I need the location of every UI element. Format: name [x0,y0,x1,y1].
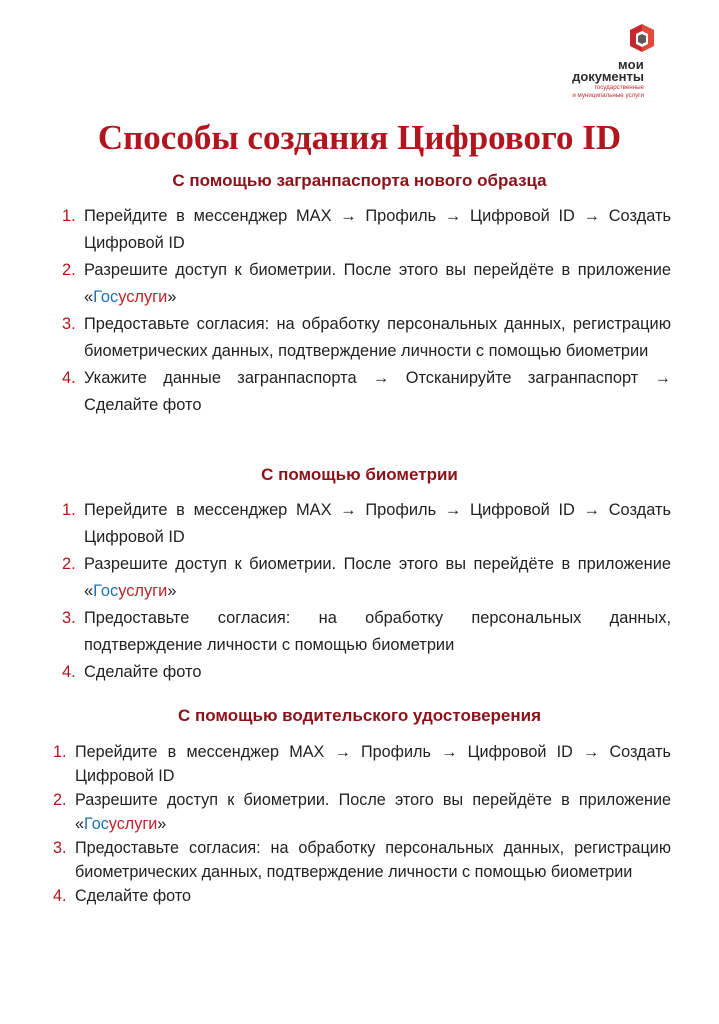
list-item: 3. Предоставьте согласия: на обработку персональных данных, регистрацию биометрических данных, подтверждение личности с помощью биометрии [53,839,671,881]
gosuslugi-brand-gos: Гос [84,815,109,833]
gosuslugi-brand-uslugi: услуги [108,815,158,833]
section-heading-biometrics: С помощью биометрии [261,465,458,484]
gosuslugi-brand-uslugi: услуги [118,288,168,306]
list-item: 4. Укажите данные загранпаспорта → Отсканируйте загранпаспорт → Сделайте фото [62,369,671,414]
list-item: 2. Разрешите доступ к биометрии. После этого вы перейдёте в приложение «Госуслуги» [53,791,671,833]
moi-dokumenty-logo [552,22,662,102]
steps-list-biometrics [62,497,671,686]
list-item: 4. Сделайте фото [62,663,202,681]
list-item: 1. Перейдите в мессенджер MAX → Профиль → Цифровой ID → Создать Цифровой ID [53,743,671,785]
list-item: 2. Разрешите доступ к биометрии. После этого вы перейдёте в приложение «Госуслуги» [62,261,671,306]
list-item: 3. Предоставьте согласия: на обработку персональных данных, регистрацию биометрических данных, подтверждение личности с помощью биометрии [62,315,671,360]
list-item: 3. Предоставьте согласия: на обработку персональных данных, подтверждение личности с помощью биометрии [62,609,671,654]
logo-line-municipal: и муниципальные услуги [572,92,644,100]
gosuslugi-brand-uslugi: услуги [118,582,168,600]
logo-line-documents: документы [572,69,644,84]
steps-list-drivers-license [53,740,671,908]
page-title: Способы создания Цифрового ID [97,118,622,157]
gosuslugi-brand-gos: Гос [93,288,119,306]
logo-line-moi: мои [618,57,644,72]
logo-emblem-icon [628,22,656,56]
list-item: 1. Перейдите в мессенджер MAX → Профиль → Цифровой ID → Создать Цифровой ID [62,207,671,252]
section-heading-drivers-license: С помощью водительского удостоверения [177,706,542,725]
logo-line-state: государственные [594,84,644,91]
section-heading-passport: С помощью загранпаспорта нового образца [172,171,547,190]
gosuslugi-brand-gos: Гос [93,582,119,600]
list-item: 2. Разрешите доступ к биометрии. После этого вы перейдёте в приложение «Госуслуги» [62,555,671,600]
list-item: 1. Перейдите в мессенджер MAX → Профиль → Цифровой ID → Создать Цифровой ID [62,501,671,546]
steps-list-passport [62,203,671,419]
list-item: 4. Сделайте фото [53,887,192,905]
